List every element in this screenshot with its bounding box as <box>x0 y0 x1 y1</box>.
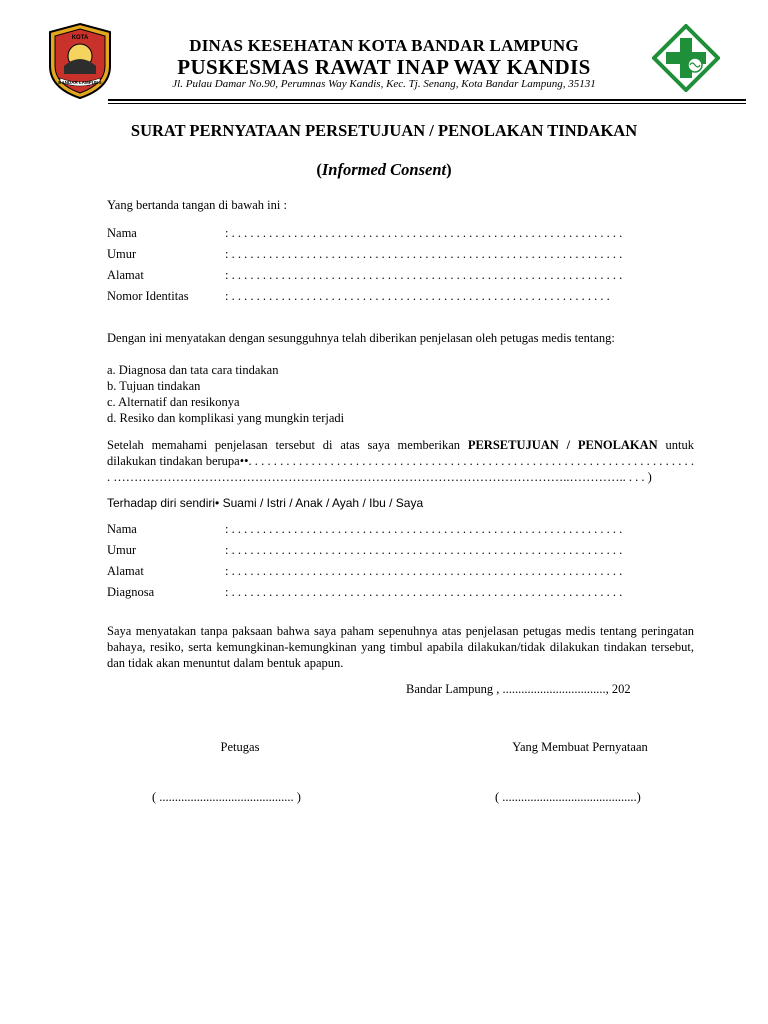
patient-field-nama: Nama : . . . . . . . . . . . . . . . . . . . . . . . . . . . . . . . . . . . . . . . . . . . . . . . . . . . . . . . . . . . . . . . <box>107 522 623 536</box>
declarant-label: Yang Membuat Pernyataan <box>512 740 648 754</box>
declarant-signature-line: ( ...........................................) <box>495 790 641 804</box>
emblem-bottom-text: BANDAR LAMPUNG <box>58 80 102 85</box>
intro-text: Yang bertanda tangan di bawah ini : <box>107 198 287 212</box>
document-subtitle: (Informed Consent) <box>316 160 452 179</box>
agency-name: DINAS KESEHATAN KOTA BANDAR LAMPUNG <box>189 36 579 55</box>
declaration-text: Saya menyatakan tanpa paksaan bahwa saya paham sepenuhnya atas penjelasan petugas medis tentang peringatan bahaya, resiko, serta kemungkinan-kemungkinan yang timbul apabila dilakukan/tidak dilakukan tindakan tersebut, dan tidak akan menuntut dalam bentuk apapun. <box>107 624 694 670</box>
explained-items-list <box>107 362 344 426</box>
address-line: Jl. Pulau Damar No.90, Perumnas Way Kandis, Kec. Tj. Senang, Kota Bandar Lampung, 35131 <box>172 78 596 90</box>
field-umur: Umur : . . . . . . . . . . . . . . . . . . . . . . . . . . . . . . . . . . . . . . . . . . . . . . . . . . . . . . . . . . . . . . . <box>107 247 623 261</box>
list-item: c. Alternatif dan resikonya <box>107 395 240 409</box>
patient-field-diagnosa: Diagnosa : . . . . . . . . . . . . . . . . . . . . . . . . . . . . . . . . . . . . . . . . . . . . . . . . . . . . . . . . . . . . . . . <box>107 585 623 599</box>
officer-label: Petugas <box>220 740 260 754</box>
patient-field-umur: Umur : . . . . . . . . . . . . . . . . . . . . . . . . . . . . . . . . . . . . . . . . . . . . . . . . . . . . . . . . . . . . . . . <box>107 543 623 557</box>
toward-text: Terhadap diri sendiri• Suami / Istri / Anak / Ayah / Ibu / Saya <box>107 496 424 510</box>
consent-text: Setelah memahami penjelasan tersebut di atas saya memberikan PERSETUJUAN / PENOLAKAN untuk dilakukan tindakan berupa••. . . . . . . . . . . . . . . . . . . . . . . . . . . . . . . . . . . . . . . . . . . . . . . . . . . . . . . . . . . . . . . . . . . . . . . . ………………………………………………………………………………………………..………….. . . . ) <box>107 438 694 484</box>
puskesmas-logo <box>652 24 720 92</box>
place-date: Bandar Lampung , ................................., 202 <box>406 682 631 696</box>
field-alamat: Alamat : . . . . . . . . . . . . . . . . . . . . . . . . . . . . . . . . . . . . . . . . . . . . . . . . . . . . . . . . . . . . . . . <box>107 268 623 282</box>
health-center-name: PUSKESMAS RAWAT INAP WAY KANDIS <box>177 55 591 79</box>
list-item: a. Diagnosa dan tata cara tindakan <box>107 363 279 377</box>
emblem-top-text: KOTA <box>71 35 89 41</box>
header-rule-thick <box>108 99 746 101</box>
field-nama: Nama : . . . . . . . . . . . . . . . . . . . . . . . . . . . . . . . . . . . . . . . . . . . . . . . . . . . . . . . . . . . . . . . <box>107 226 623 240</box>
document-title: SURAT PERNYATAAN PERSETUJUAN / PENOLAKAN TINDAKAN <box>130 121 638 140</box>
statement-text: Dengan ini menyatakan dengan sesungguhnya telah diberikan penjelasan oleh petugas medis tentang: <box>107 331 615 345</box>
field-nomor-identitas: Nomor Identitas : . . . . . . . . . . . . . . . . . . . . . . . . . . . . . . . . . . . . . . . . . . . . . . . . . . . . . . . . . . . . . <box>107 289 610 303</box>
header-rule-thin <box>108 103 746 104</box>
patient-field-alamat: Alamat : . . . . . . . . . . . . . . . . . . . . . . . . . . . . . . . . . . . . . . . . . . . . . . . . . . . . . . . . . . . . . . . <box>107 564 623 578</box>
list-item: d. Resiko dan komplikasi yang mungkin terjadi <box>107 411 345 425</box>
officer-signature-line: ( ........................................... ) <box>152 790 301 804</box>
list-item: b. Tujuan tindakan <box>107 379 201 393</box>
